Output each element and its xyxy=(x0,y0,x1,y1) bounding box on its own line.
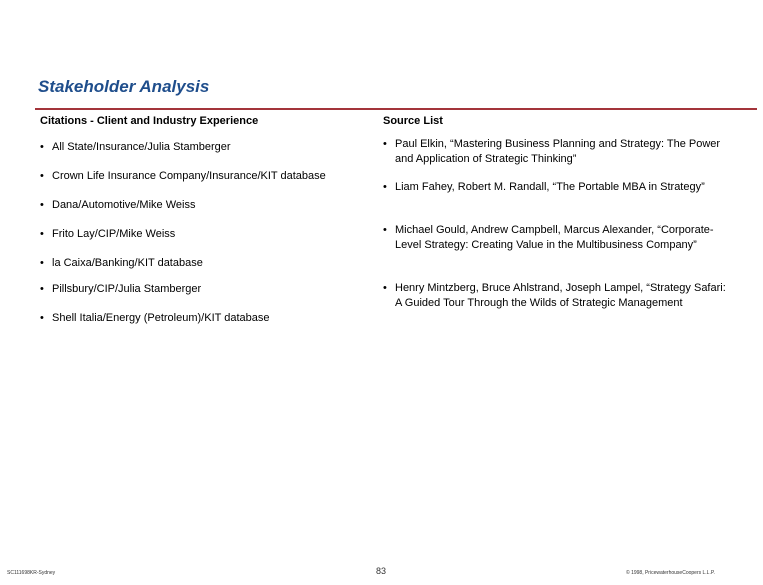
copyright-notice: © 1998, PricewaterhouseCoopers L.L.P. xyxy=(626,570,715,576)
source-item xyxy=(383,137,728,166)
bullet-icon: • xyxy=(40,283,44,295)
bullet-icon: • xyxy=(40,141,44,153)
citation-item xyxy=(40,256,370,271)
citation-text: Pillsbury/CIP/Julia Stamberger xyxy=(52,283,202,295)
source-text: Michael Gould, Andrew Campbell, Marcus Alexander, “Corporate-Level Strategy: Creating Value in the Multibusiness Company” xyxy=(395,224,714,251)
citation-item xyxy=(40,198,370,213)
bullet-icon: • xyxy=(383,224,387,236)
title-divider xyxy=(35,108,757,110)
bullet-icon: • xyxy=(40,170,44,182)
bullet-icon: • xyxy=(40,257,44,269)
citation-text: Crown Life Insurance Company/Insurance/KIT database xyxy=(52,170,326,182)
citation-item xyxy=(40,311,370,326)
page-number: 83 xyxy=(376,566,387,576)
source-text: Paul Elkin, “Mastering Business Planning and Strategy: The Power and Application of Strategic Thinking” xyxy=(395,138,721,165)
bullet-icon: • xyxy=(383,282,387,294)
citation-text: Shell Italia/Energy (Petroleum)/KIT database xyxy=(52,312,270,324)
citation-item xyxy=(40,227,370,242)
source-item xyxy=(383,281,728,310)
source-item xyxy=(383,223,723,252)
citation-text: All State/Insurance/Julia Stamberger xyxy=(52,141,231,153)
citation-text: Dana/Automotive/Mike Weiss xyxy=(52,199,196,211)
citation-item xyxy=(40,169,370,184)
citation-item xyxy=(40,282,370,297)
source-list-heading: Source List xyxy=(383,115,443,127)
citation-text: la Caixa/Banking/KIT database xyxy=(52,257,203,269)
bullet-icon: • xyxy=(40,312,44,324)
page-title: Stakeholder Analysis xyxy=(38,77,210,96)
citation-item xyxy=(40,140,370,155)
bullet-icon: • xyxy=(40,199,44,211)
bullet-icon: • xyxy=(383,181,387,193)
source-text: Henry Mintzberg, Bruce Ahlstrand, Joseph Lampel, “Strategy Safari: A Guided Tour Through the Wilds of Strategic Management xyxy=(395,282,726,309)
document-id: SC111698KR-Sydney xyxy=(7,570,56,576)
citations-heading: Citations - Client and Industry Experience xyxy=(40,115,259,127)
source-text: Liam Fahey, Robert M. Randall, “The Portable MBA in Strategy” xyxy=(395,181,705,193)
source-item xyxy=(383,180,723,195)
citation-text: Frito Lay/CIP/Mike Weiss xyxy=(52,228,176,240)
bullet-icon: • xyxy=(40,228,44,240)
bullet-icon: • xyxy=(383,138,387,150)
